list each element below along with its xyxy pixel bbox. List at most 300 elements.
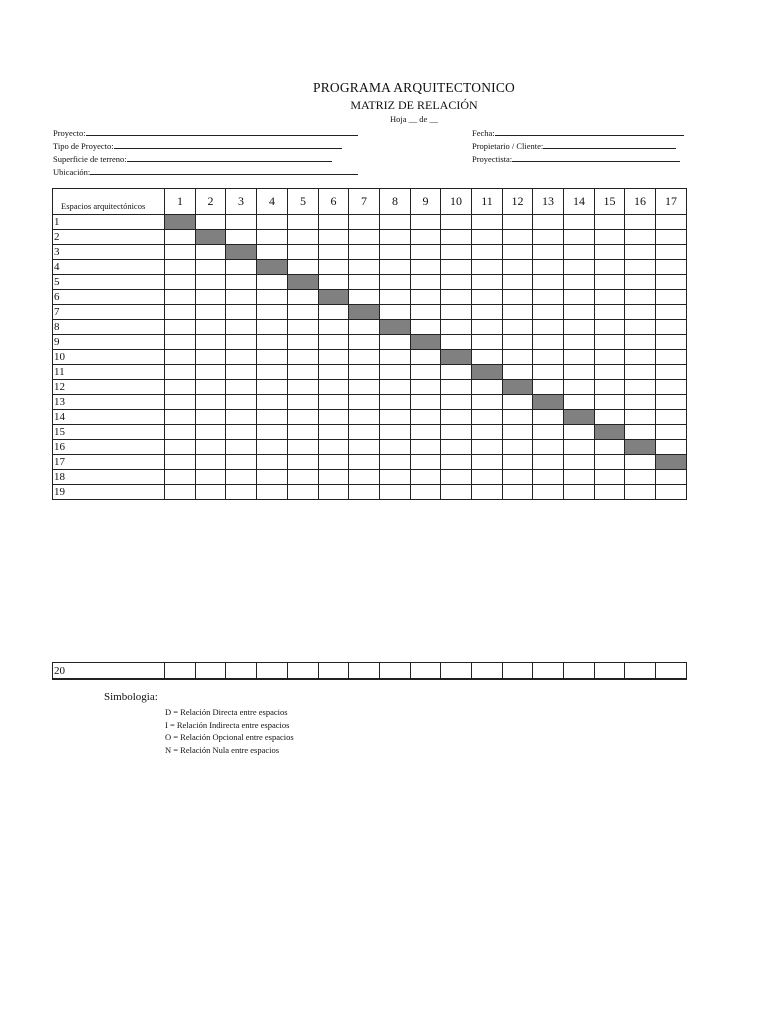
matrix-cell[interactable] <box>226 440 257 455</box>
matrix-cell[interactable] <box>411 290 441 305</box>
matrix-cell[interactable] <box>349 275 380 290</box>
matrix-cell[interactable] <box>165 470 196 485</box>
matrix-cell[interactable] <box>503 305 533 320</box>
matrix-cell[interactable] <box>411 395 441 410</box>
matrix-cell[interactable] <box>411 410 441 425</box>
matrix-cell[interactable] <box>656 485 687 500</box>
matrix-cell[interactable] <box>503 245 533 260</box>
matrix-cell[interactable] <box>319 663 349 680</box>
matrix-cell[interactable] <box>288 440 319 455</box>
matrix-cell[interactable] <box>656 410 687 425</box>
matrix-cell[interactable] <box>257 410 288 425</box>
matrix-cell[interactable] <box>226 215 257 230</box>
matrix-cell[interactable] <box>441 290 472 305</box>
matrix-cell[interactable] <box>257 455 288 470</box>
matrix-cell[interactable] <box>380 455 411 470</box>
matrix-cell[interactable] <box>165 425 196 440</box>
matrix-cell[interactable] <box>564 663 595 680</box>
matrix-cell[interactable] <box>472 455 503 470</box>
matrix-cell[interactable] <box>319 320 349 335</box>
matrix-cell[interactable] <box>503 485 533 500</box>
matrix-cell[interactable] <box>196 663 226 680</box>
matrix-cell[interactable] <box>411 425 441 440</box>
matrix-cell[interactable] <box>226 290 257 305</box>
matrix-cell[interactable] <box>441 215 472 230</box>
matrix-cell[interactable] <box>319 335 349 350</box>
matrix-cell[interactable] <box>533 320 564 335</box>
matrix-cell[interactable] <box>196 410 226 425</box>
matrix-cell[interactable] <box>533 305 564 320</box>
matrix-cell[interactable] <box>441 470 472 485</box>
matrix-cell[interactable] <box>564 215 595 230</box>
matrix-cell[interactable] <box>380 410 411 425</box>
matrix-cell[interactable] <box>656 245 687 260</box>
matrix-cell[interactable] <box>533 440 564 455</box>
matrix-cell[interactable] <box>503 275 533 290</box>
matrix-cell[interactable] <box>380 350 411 365</box>
matrix-cell[interactable] <box>196 290 226 305</box>
matrix-cell[interactable] <box>257 290 288 305</box>
matrix-cell[interactable] <box>472 425 503 440</box>
matrix-cell[interactable] <box>349 663 380 680</box>
matrix-cell[interactable] <box>564 275 595 290</box>
matrix-cell[interactable] <box>257 380 288 395</box>
matrix-cell[interactable] <box>625 245 656 260</box>
matrix-cell[interactable] <box>380 425 411 440</box>
matrix-cell[interactable] <box>288 320 319 335</box>
matrix-cell[interactable] <box>503 350 533 365</box>
matrix-cell[interactable] <box>503 215 533 230</box>
matrix-cell[interactable] <box>349 425 380 440</box>
matrix-cell[interactable] <box>226 455 257 470</box>
matrix-cell[interactable] <box>380 395 411 410</box>
matrix-cell[interactable] <box>595 290 625 305</box>
matrix-cell[interactable] <box>503 260 533 275</box>
matrix-cell[interactable] <box>564 440 595 455</box>
field-propietario[interactable] <box>472 139 676 151</box>
matrix-cell[interactable] <box>564 245 595 260</box>
matrix-cell[interactable] <box>226 410 257 425</box>
matrix-cell[interactable] <box>625 663 656 680</box>
matrix-cell[interactable] <box>257 485 288 500</box>
matrix-cell[interactable] <box>595 663 625 680</box>
field-superficie[interactable] <box>53 152 332 164</box>
matrix-cell[interactable] <box>257 305 288 320</box>
matrix-cell[interactable] <box>441 663 472 680</box>
matrix-cell[interactable] <box>411 365 441 380</box>
matrix-cell[interactable] <box>441 425 472 440</box>
matrix-cell[interactable] <box>380 335 411 350</box>
matrix-cell[interactable] <box>564 335 595 350</box>
matrix-cell[interactable] <box>564 485 595 500</box>
matrix-cell[interactable] <box>380 275 411 290</box>
matrix-cell[interactable] <box>472 275 503 290</box>
matrix-cell[interactable] <box>288 305 319 320</box>
matrix-cell[interactable] <box>595 305 625 320</box>
matrix-cell[interactable] <box>656 305 687 320</box>
matrix-cell[interactable] <box>595 350 625 365</box>
matrix-cell[interactable] <box>165 485 196 500</box>
matrix-cell[interactable] <box>625 410 656 425</box>
matrix-cell[interactable] <box>319 455 349 470</box>
matrix-cell[interactable] <box>319 395 349 410</box>
matrix-cell[interactable] <box>288 410 319 425</box>
matrix-cell[interactable] <box>165 245 196 260</box>
matrix-cell[interactable] <box>411 230 441 245</box>
matrix-cell[interactable] <box>472 320 503 335</box>
matrix-cell[interactable] <box>349 245 380 260</box>
matrix-cell[interactable] <box>472 230 503 245</box>
matrix-cell[interactable] <box>472 395 503 410</box>
matrix-cell[interactable] <box>595 335 625 350</box>
matrix-cell[interactable] <box>380 230 411 245</box>
matrix-cell[interactable] <box>257 230 288 245</box>
matrix-cell[interactable] <box>595 410 625 425</box>
matrix-cell[interactable] <box>564 380 595 395</box>
matrix-cell[interactable] <box>595 245 625 260</box>
matrix-cell[interactable] <box>288 365 319 380</box>
matrix-cell[interactable] <box>380 245 411 260</box>
matrix-cell[interactable] <box>257 440 288 455</box>
matrix-cell[interactable] <box>533 380 564 395</box>
matrix-cell[interactable] <box>503 455 533 470</box>
matrix-cell[interactable] <box>411 320 441 335</box>
matrix-cell[interactable] <box>533 663 564 680</box>
matrix-cell[interactable] <box>319 485 349 500</box>
matrix-cell[interactable] <box>411 215 441 230</box>
matrix-cell[interactable] <box>226 380 257 395</box>
matrix-cell[interactable] <box>165 335 196 350</box>
matrix-cell[interactable] <box>196 455 226 470</box>
matrix-cell[interactable] <box>656 215 687 230</box>
matrix-cell[interactable] <box>257 335 288 350</box>
matrix-cell[interactable] <box>411 470 441 485</box>
matrix-cell[interactable] <box>533 230 564 245</box>
matrix-cell[interactable] <box>656 395 687 410</box>
matrix-cell[interactable] <box>625 230 656 245</box>
matrix-cell[interactable] <box>380 485 411 500</box>
matrix-cell[interactable] <box>380 260 411 275</box>
matrix-cell[interactable] <box>625 260 656 275</box>
matrix-cell[interactable] <box>595 230 625 245</box>
matrix-cell[interactable] <box>441 320 472 335</box>
matrix-cell[interactable] <box>564 320 595 335</box>
matrix-cell[interactable] <box>441 335 472 350</box>
matrix-cell[interactable] <box>349 410 380 425</box>
matrix-cell[interactable] <box>380 663 411 680</box>
matrix-cell[interactable] <box>288 230 319 245</box>
matrix-cell[interactable] <box>319 230 349 245</box>
matrix-cell[interactable] <box>165 663 196 680</box>
matrix-cell[interactable] <box>319 350 349 365</box>
matrix-cell[interactable] <box>165 275 196 290</box>
matrix-cell[interactable] <box>288 260 319 275</box>
matrix-cell[interactable] <box>319 470 349 485</box>
matrix-cell[interactable] <box>533 470 564 485</box>
matrix-cell[interactable] <box>196 320 226 335</box>
matrix-cell[interactable] <box>533 275 564 290</box>
matrix-cell[interactable] <box>441 485 472 500</box>
matrix-cell[interactable] <box>441 410 472 425</box>
matrix-cell[interactable] <box>503 320 533 335</box>
matrix-cell[interactable] <box>411 350 441 365</box>
matrix-cell[interactable] <box>257 663 288 680</box>
matrix-cell[interactable] <box>625 275 656 290</box>
matrix-cell[interactable] <box>165 455 196 470</box>
matrix-cell[interactable] <box>533 455 564 470</box>
matrix-cell[interactable] <box>533 290 564 305</box>
matrix-cell[interactable] <box>595 260 625 275</box>
matrix-cell[interactable] <box>196 260 226 275</box>
matrix-cell[interactable] <box>196 485 226 500</box>
matrix-cell[interactable] <box>472 485 503 500</box>
matrix-cell[interactable] <box>564 350 595 365</box>
matrix-cell[interactable] <box>349 290 380 305</box>
matrix-cell[interactable] <box>288 215 319 230</box>
matrix-cell[interactable] <box>226 365 257 380</box>
matrix-cell[interactable] <box>288 425 319 440</box>
matrix-cell[interactable] <box>411 305 441 320</box>
matrix-cell[interactable] <box>165 260 196 275</box>
matrix-cell[interactable] <box>656 350 687 365</box>
matrix-cell[interactable] <box>625 395 656 410</box>
matrix-cell[interactable] <box>503 663 533 680</box>
matrix-cell[interactable] <box>165 350 196 365</box>
field-tipo[interactable] <box>53 139 342 151</box>
field-ubicacion[interactable] <box>53 165 358 177</box>
matrix-cell[interactable] <box>625 425 656 440</box>
matrix-cell[interactable] <box>226 663 257 680</box>
matrix-cell[interactable] <box>349 215 380 230</box>
matrix-cell[interactable] <box>226 275 257 290</box>
matrix-cell[interactable] <box>625 215 656 230</box>
matrix-cell[interactable] <box>319 275 349 290</box>
matrix-cell[interactable] <box>257 320 288 335</box>
matrix-cell[interactable] <box>288 485 319 500</box>
matrix-cell[interactable] <box>533 410 564 425</box>
matrix-cell[interactable] <box>595 275 625 290</box>
matrix-cell[interactable] <box>595 395 625 410</box>
matrix-cell[interactable] <box>226 470 257 485</box>
matrix-cell[interactable] <box>319 380 349 395</box>
matrix-cell[interactable] <box>564 305 595 320</box>
matrix-cell[interactable] <box>503 290 533 305</box>
matrix-cell[interactable] <box>196 305 226 320</box>
matrix-cell[interactable] <box>288 290 319 305</box>
matrix-cell[interactable] <box>288 455 319 470</box>
matrix-cell[interactable] <box>165 365 196 380</box>
matrix-cell[interactable] <box>196 365 226 380</box>
matrix-cell[interactable] <box>380 215 411 230</box>
matrix-cell[interactable] <box>625 485 656 500</box>
matrix-cell[interactable] <box>533 365 564 380</box>
matrix-cell[interactable] <box>625 380 656 395</box>
matrix-cell[interactable] <box>441 395 472 410</box>
matrix-cell[interactable] <box>472 305 503 320</box>
matrix-cell[interactable] <box>656 380 687 395</box>
matrix-cell[interactable] <box>226 425 257 440</box>
matrix-cell[interactable] <box>564 230 595 245</box>
matrix-cell[interactable] <box>595 455 625 470</box>
matrix-cell[interactable] <box>503 440 533 455</box>
matrix-cell[interactable] <box>625 455 656 470</box>
matrix-cell[interactable] <box>441 440 472 455</box>
matrix-cell[interactable] <box>595 470 625 485</box>
matrix-cell[interactable] <box>503 425 533 440</box>
matrix-cell[interactable] <box>380 365 411 380</box>
matrix-cell[interactable] <box>472 245 503 260</box>
matrix-cell[interactable] <box>503 410 533 425</box>
field-proyecto[interactable] <box>53 126 358 138</box>
matrix-cell[interactable] <box>625 290 656 305</box>
matrix-cell[interactable] <box>196 245 226 260</box>
matrix-cell[interactable] <box>288 335 319 350</box>
matrix-cell[interactable] <box>625 320 656 335</box>
matrix-cell[interactable] <box>656 260 687 275</box>
matrix-cell[interactable] <box>503 470 533 485</box>
matrix-cell[interactable] <box>257 395 288 410</box>
matrix-cell[interactable] <box>441 275 472 290</box>
matrix-cell[interactable] <box>625 365 656 380</box>
matrix-cell[interactable] <box>472 335 503 350</box>
matrix-cell[interactable] <box>411 380 441 395</box>
matrix-cell[interactable] <box>656 470 687 485</box>
matrix-cell[interactable] <box>226 485 257 500</box>
matrix-cell[interactable] <box>472 410 503 425</box>
matrix-cell[interactable] <box>349 380 380 395</box>
matrix-cell[interactable] <box>533 335 564 350</box>
matrix-cell[interactable] <box>441 230 472 245</box>
matrix-cell[interactable] <box>472 215 503 230</box>
matrix-cell[interactable] <box>165 290 196 305</box>
matrix-cell[interactable] <box>503 335 533 350</box>
matrix-cell[interactable] <box>441 365 472 380</box>
matrix-cell[interactable] <box>441 260 472 275</box>
matrix-cell[interactable] <box>165 440 196 455</box>
matrix-cell[interactable] <box>319 215 349 230</box>
matrix-cell[interactable] <box>380 380 411 395</box>
matrix-cell[interactable] <box>165 230 196 245</box>
matrix-cell[interactable] <box>226 230 257 245</box>
matrix-cell[interactable] <box>625 335 656 350</box>
matrix-cell[interactable] <box>564 395 595 410</box>
matrix-cell[interactable] <box>656 440 687 455</box>
matrix-cell[interactable] <box>564 290 595 305</box>
matrix-cell[interactable] <box>503 365 533 380</box>
matrix-cell[interactable] <box>165 320 196 335</box>
matrix-cell[interactable] <box>564 425 595 440</box>
matrix-cell[interactable] <box>196 335 226 350</box>
matrix-cell[interactable] <box>349 350 380 365</box>
matrix-cell[interactable] <box>656 335 687 350</box>
matrix-cell[interactable] <box>533 260 564 275</box>
matrix-cell[interactable] <box>196 380 226 395</box>
matrix-cell[interactable] <box>564 470 595 485</box>
matrix-cell[interactable] <box>319 425 349 440</box>
matrix-cell[interactable] <box>288 470 319 485</box>
matrix-cell[interactable] <box>472 350 503 365</box>
matrix-cell[interactable] <box>226 305 257 320</box>
matrix-cell[interactable] <box>564 455 595 470</box>
matrix-cell[interactable] <box>165 305 196 320</box>
matrix-cell[interactable] <box>411 260 441 275</box>
matrix-cell[interactable] <box>349 320 380 335</box>
field-proyectista[interactable] <box>472 152 680 164</box>
matrix-cell[interactable] <box>595 365 625 380</box>
matrix-cell[interactable] <box>411 275 441 290</box>
matrix-cell[interactable] <box>319 365 349 380</box>
matrix-cell[interactable] <box>288 663 319 680</box>
matrix-cell[interactable] <box>196 215 226 230</box>
matrix-cell[interactable] <box>411 440 441 455</box>
matrix-cell[interactable] <box>288 380 319 395</box>
matrix-cell[interactable] <box>411 245 441 260</box>
matrix-cell[interactable] <box>472 440 503 455</box>
matrix-cell[interactable] <box>503 395 533 410</box>
matrix-cell[interactable] <box>288 245 319 260</box>
matrix-cell[interactable] <box>533 350 564 365</box>
matrix-cell[interactable] <box>165 410 196 425</box>
matrix-cell[interactable] <box>349 485 380 500</box>
matrix-cell[interactable] <box>226 260 257 275</box>
matrix-cell[interactable] <box>226 335 257 350</box>
matrix-cell[interactable] <box>288 395 319 410</box>
matrix-cell[interactable] <box>226 320 257 335</box>
matrix-cell[interactable] <box>472 470 503 485</box>
field-fecha[interactable] <box>472 126 684 138</box>
matrix-cell[interactable] <box>656 275 687 290</box>
matrix-cell[interactable] <box>196 395 226 410</box>
matrix-cell[interactable] <box>196 440 226 455</box>
matrix-cell[interactable] <box>503 230 533 245</box>
matrix-cell[interactable] <box>226 350 257 365</box>
matrix-cell[interactable] <box>533 485 564 500</box>
matrix-cell[interactable] <box>472 380 503 395</box>
matrix-cell[interactable] <box>226 395 257 410</box>
matrix-cell[interactable] <box>319 440 349 455</box>
matrix-cell[interactable] <box>196 275 226 290</box>
matrix-cell[interactable] <box>257 215 288 230</box>
matrix-cell[interactable] <box>349 395 380 410</box>
matrix-cell[interactable] <box>441 245 472 260</box>
matrix-cell[interactable] <box>441 380 472 395</box>
matrix-cell[interactable] <box>380 305 411 320</box>
matrix-cell[interactable] <box>257 425 288 440</box>
matrix-cell[interactable] <box>656 320 687 335</box>
matrix-cell[interactable] <box>564 260 595 275</box>
matrix-cell[interactable] <box>319 245 349 260</box>
matrix-cell[interactable] <box>380 290 411 305</box>
matrix-cell[interactable] <box>380 440 411 455</box>
matrix-cell[interactable] <box>411 485 441 500</box>
matrix-cell[interactable] <box>196 350 226 365</box>
matrix-cell[interactable] <box>349 455 380 470</box>
matrix-cell[interactable] <box>595 485 625 500</box>
matrix-cell[interactable] <box>625 305 656 320</box>
matrix-cell[interactable] <box>625 350 656 365</box>
matrix-cell[interactable] <box>411 663 441 680</box>
matrix-cell[interactable] <box>441 305 472 320</box>
matrix-cell[interactable] <box>349 470 380 485</box>
matrix-cell[interactable] <box>319 260 349 275</box>
matrix-cell[interactable] <box>380 470 411 485</box>
matrix-cell[interactable] <box>656 290 687 305</box>
matrix-cell[interactable] <box>257 470 288 485</box>
matrix-cell[interactable] <box>472 260 503 275</box>
matrix-cell[interactable] <box>196 425 226 440</box>
matrix-cell[interactable] <box>257 245 288 260</box>
matrix-cell[interactable] <box>441 455 472 470</box>
